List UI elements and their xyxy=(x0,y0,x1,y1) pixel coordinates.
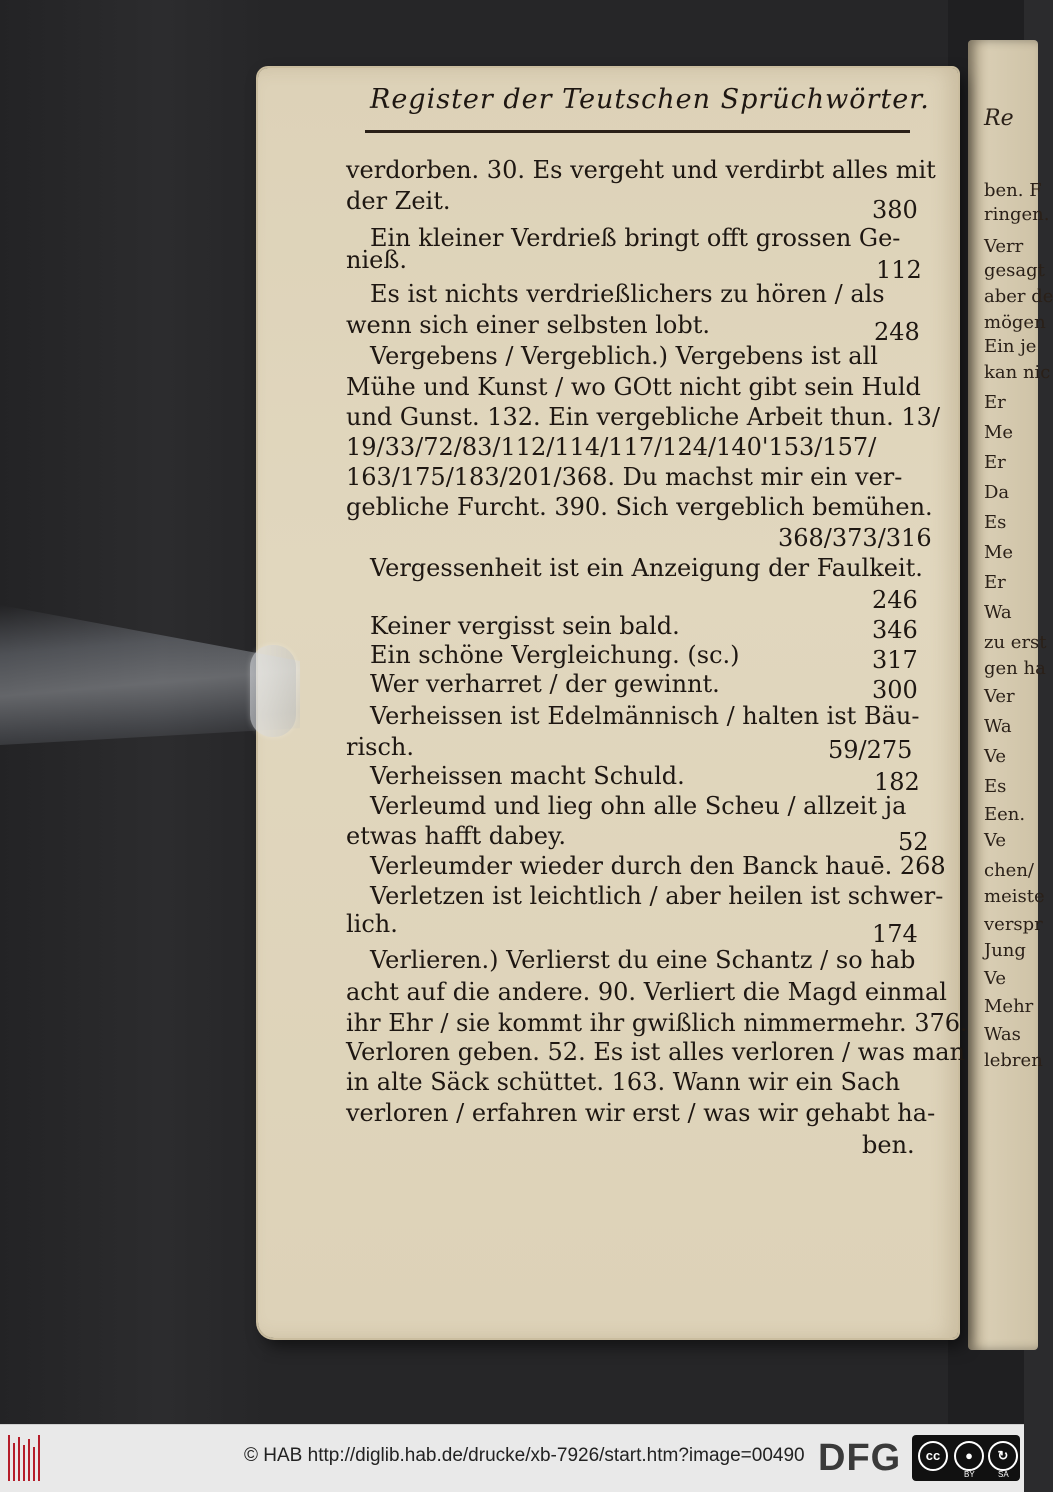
page-reference: 368/373/316 xyxy=(778,524,932,552)
text-line: Verletzen ist leichtlich / aber heilen ist schwer- xyxy=(370,882,944,910)
text-line: 19/33/72/83/112/114/117/124/140'153/157/ xyxy=(346,433,877,461)
page-reference: 248 xyxy=(874,318,920,346)
page-reference: 112 xyxy=(876,256,922,284)
next-page-fragment: Es xyxy=(984,512,1007,533)
next-page-fragment: Er xyxy=(984,392,1006,413)
text-line: acht auf die andere. 90. Verliert die Magd einmal xyxy=(346,978,947,1006)
viewer-footer xyxy=(0,1424,1024,1492)
next-page-fragment: Ve xyxy=(984,968,1006,989)
text-line: Verheissen macht Schuld. xyxy=(370,762,685,790)
next-page-fragment: kan nic xyxy=(984,362,1051,383)
page-reference: 174 xyxy=(872,920,918,948)
share-alike-icon: ↻ xyxy=(988,1441,1018,1471)
next-page-fragment: Jung xyxy=(984,940,1026,961)
text-line: verloren / erfahren wir erst / was wir gehabt ha- xyxy=(346,1099,936,1127)
next-page-fragment: Wa xyxy=(984,602,1012,623)
page-reference: 346 xyxy=(872,616,918,644)
next-page-fragment: ringen. xyxy=(984,204,1050,225)
next-page-fragment: Es xyxy=(984,776,1007,797)
text-line: Ein schöne Vergleichung. (sc.) xyxy=(370,641,740,669)
next-page-fragment: gesagt xyxy=(984,260,1045,281)
text-line: Ein kleiner Verdrieß bringt offt grossen Ge- xyxy=(370,224,901,252)
next-page-fragment: Verr xyxy=(984,236,1024,257)
text-line: wenn sich einer selbsten lobt. xyxy=(346,311,711,339)
next-page-fragment: Was xyxy=(984,1024,1021,1045)
clip-end xyxy=(250,645,296,737)
text-line: Verleumd und lieg ohn alle Scheu / allzeit ja xyxy=(370,792,907,820)
text-line: Verleumder wieder durch den Banck hauē. 268 xyxy=(370,852,946,880)
text-line: risch. xyxy=(346,733,414,761)
text-line: Verloren geben. 52. Es ist alles verloren / was man xyxy=(346,1038,966,1066)
next-page-fragment: Ve xyxy=(984,830,1006,851)
page-reference: 246 xyxy=(872,586,918,614)
next-page-fragment: ben. F xyxy=(984,180,1042,201)
text-line: verdorben. 30. Es vergeht und verdirbt alles mit xyxy=(346,156,936,184)
next-page-fragment: meiste xyxy=(984,886,1045,907)
text-line: Vergessenheit ist ein Anzeigung der Faulkeit. xyxy=(370,554,923,582)
next-page-fragment: verspr xyxy=(984,914,1043,935)
next-page-fragment: lebren xyxy=(984,1050,1043,1071)
next-page-fragment: Ve xyxy=(984,746,1006,767)
text-line: Es ist nichts verdrießlichers zu hören / als xyxy=(370,280,885,308)
text-line: Verheissen ist Edelmännisch / halten ist Bäu- xyxy=(370,702,920,730)
text-line: nieß. xyxy=(346,246,407,274)
next-page-fragment: Mehr xyxy=(984,996,1034,1017)
page-reference: 317 xyxy=(872,646,918,674)
by-person-icon: ● xyxy=(954,1441,984,1471)
text-line: der Zeit. xyxy=(346,187,451,215)
page-reference: 300 xyxy=(872,676,918,704)
next-page-fragment: Ein je xyxy=(984,336,1037,357)
text-line: Keiner vergisst sein bald. xyxy=(370,612,680,640)
running-header: Register der Teutschen Sprüchwörter. xyxy=(370,84,930,115)
text-line: und Gunst. 132. Ein vergebliche Arbeit thun. 13/ xyxy=(346,403,941,431)
text-line: Vergebens / Vergeblich.) Vergebens ist all xyxy=(370,342,878,370)
page-reference: 52 xyxy=(898,828,929,856)
cc-license-badge[interactable] xyxy=(912,1435,1020,1481)
next-page-fragment: chen/ xyxy=(984,860,1034,881)
cc-by-label: BY xyxy=(964,1470,975,1479)
plastic-page-clip xyxy=(0,605,300,745)
next-page-fragment: Wa xyxy=(984,716,1012,737)
next-page-fragment: gen ha xyxy=(984,658,1046,679)
text-line: gebliche Furcht. 390. Sich vergeblich bemühen. xyxy=(346,493,933,521)
next-page-fragment: Da xyxy=(984,482,1010,503)
next-page-fragment: Een. xyxy=(984,804,1026,825)
next-page-edge xyxy=(968,40,1053,1350)
page-reference: 182 xyxy=(874,768,920,796)
next-page-fragment: Ver xyxy=(984,686,1015,707)
text-line: Mühe und Kunst / wo GOtt nicht gibt sein Huld xyxy=(346,373,921,401)
header-rule xyxy=(365,130,910,133)
text-line: 163/175/183/201/368. Du machst mir ein ver- xyxy=(346,463,903,491)
text-line: Wer verharret / der gewinnt. xyxy=(370,670,720,698)
next-page-fragment: Er xyxy=(984,572,1006,593)
text-line: in alte Säck schüttet. 163. Wann wir ein Sach xyxy=(346,1068,901,1096)
next-page-fragment: zu erst xyxy=(984,632,1047,653)
copyright-url[interactable]: © HAB http://diglib.hab.de/drucke/xb-7926/start.htm?image=00490 xyxy=(244,1445,805,1466)
page-reference: 380 xyxy=(872,196,918,224)
text-line: ihr Ehr / sie kommt ihr gwißlich nimmermehr. 376. xyxy=(346,1009,968,1037)
text-line: etwas hafft dabey. xyxy=(346,822,566,850)
next-page-fragment: Me xyxy=(984,422,1014,443)
hab-logo-icon xyxy=(6,1435,44,1481)
next-page-fragment: aber de xyxy=(984,286,1053,307)
next-page-fragment: mögen xyxy=(984,312,1046,333)
cc-sa-label: SA xyxy=(998,1470,1009,1479)
text-line: ben. xyxy=(862,1131,915,1159)
dfg-logo: DFG xyxy=(818,1437,902,1479)
next-page-fragment: Me xyxy=(984,542,1014,563)
next-page-fragment: Re xyxy=(984,106,1014,131)
text-line: Verlieren.) Verlierst du eine Schantz / so hab xyxy=(370,946,916,974)
next-page-fragment: Er xyxy=(984,452,1006,473)
text-line: lich. xyxy=(346,910,398,938)
cc-icon: cc xyxy=(918,1441,948,1471)
page-reference: 59/275 xyxy=(828,736,913,764)
